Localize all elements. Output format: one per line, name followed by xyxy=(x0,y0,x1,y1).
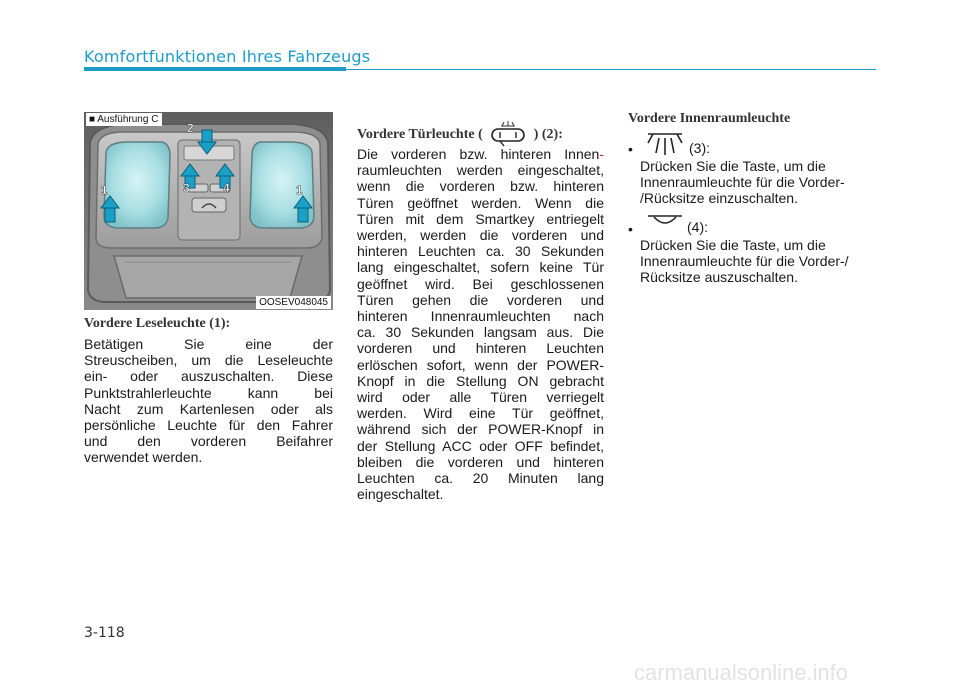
text-line: der Stellung ACC oder OFF befindet, xyxy=(357,437,604,454)
text-line: Nacht zum Kartenlesen oder als xyxy=(84,400,333,417)
text-line: Punktstrahlerleuchte kann bei xyxy=(84,384,333,401)
callout-number-2: 2 xyxy=(187,121,194,135)
bullet-text-3 xyxy=(640,158,878,207)
watermark: carmanualsonline.info xyxy=(634,660,849,685)
text-line: verwendet werden. xyxy=(84,449,203,466)
text-line: Innenraumleuchte für die Vorder- xyxy=(640,174,845,191)
overhead-console-figure xyxy=(84,112,333,310)
text-line: Drücken Sie die Taste, um die xyxy=(640,158,826,174)
text-line: erlöschen sofort, wenn der POWER- xyxy=(357,356,604,373)
text-line: Betätigen Sie eine der xyxy=(84,336,333,352)
section-title: Komfortfunktionen Ihres Fahrzeugs xyxy=(84,47,371,66)
text-line: werden, werden die vorderen und xyxy=(357,227,604,244)
text-line: eingeschaltet. xyxy=(357,486,444,503)
text-line: ein- oder auszuschalten. Diese xyxy=(84,368,333,385)
door-lamp-heading-prefix: Vordere Türleuchte ( xyxy=(357,127,483,142)
overhead-console-illustration xyxy=(84,112,333,310)
text-line: Türen geöffnet werden. Wenn die xyxy=(357,194,604,211)
header-rule-thick xyxy=(84,67,346,71)
text-line: Rücksitze auszuschalten. xyxy=(640,269,798,286)
callout-number-3: 3 xyxy=(183,181,190,195)
callout-number-1-right: 1 xyxy=(296,183,303,197)
text-line: Türen mit dem Smartkey entriegelt xyxy=(357,210,604,227)
text-line: Streuscheiben, um die Leseleuchte xyxy=(84,352,333,369)
bullet-text-4 xyxy=(640,237,878,286)
bullet-label-4: (4): xyxy=(687,219,708,235)
door-lamp-first-line: Die vorderen bzw. hinteren Innen xyxy=(357,146,600,162)
callout-number-1-left: 1 xyxy=(101,183,108,197)
hyphen-mark: - xyxy=(599,146,604,162)
figure-variant-label: ■ Ausführung C xyxy=(86,113,162,126)
door-lamp-text-line xyxy=(357,146,604,162)
text-line: persönliche Leuchte für den Fahrer xyxy=(84,417,333,434)
header-rule-thin xyxy=(346,69,876,70)
text-line: /Rücksitze einzuschalten. xyxy=(640,190,798,207)
door-lamp-text xyxy=(357,146,604,502)
text-line: werden. Wird eine Tür geöffnet, xyxy=(357,405,604,422)
page-number: 3-118 xyxy=(84,625,125,641)
bullet-dot: • xyxy=(628,221,633,237)
reading-lamp-heading: Vordere Leseleuchte (1): xyxy=(84,316,231,331)
text-line: Türen gehen die vorderen und xyxy=(357,291,604,308)
interior-lamp-heading: Vordere Innenraumleuchte xyxy=(628,111,791,126)
figure-image-code: OOSEV048045 xyxy=(256,296,331,309)
text-line: raumleuchten werden eingeschaltet, xyxy=(357,162,604,179)
text-line: und den vorderen Beifahrer xyxy=(84,433,333,450)
interior-light-off-icon xyxy=(645,213,685,236)
text-line: Drücken Sie die Taste, um die xyxy=(640,237,826,253)
text-line: wird oder alle Türen verriegelt xyxy=(357,389,604,406)
text-line: hinteren Innenraumleuchten nach xyxy=(357,308,604,325)
bullet-dot: • xyxy=(628,141,633,157)
text-line: wenn die vorderen bzw. hinteren xyxy=(357,178,604,195)
reading-lamp-text xyxy=(84,336,333,466)
text-line: lang eingeschaltet, sofern keine Tür xyxy=(357,259,604,276)
text-line: bleiben die vorderen und hinteren xyxy=(357,453,604,470)
text-line: Knopf in die Stellung ON gebracht xyxy=(357,372,604,389)
door-lamp-heading-suffix: ) (2): xyxy=(533,127,563,142)
text-line: hinteren Leuchten ca. 30 Sekunden xyxy=(357,243,604,260)
door-lamp-heading xyxy=(357,121,563,145)
text-line: ca. 30 Sekunden langsam aus. Die xyxy=(357,324,604,341)
text-line: vorderen und hinteren Leuchten xyxy=(357,340,604,357)
bullet-label-3: (3): xyxy=(689,140,710,156)
callout-number-4: 4 xyxy=(223,181,230,195)
text-line: Leuchten ca. 20 Minuten lang xyxy=(357,470,604,487)
door-lamp-icon xyxy=(486,121,530,145)
text-line: Innenraumleuchte für die Vorder-/ xyxy=(640,253,849,270)
text-line: während sich der POWER-Knopf in xyxy=(357,421,604,438)
text-line: geöffnet wird. Bei geschlossenen xyxy=(357,275,604,292)
